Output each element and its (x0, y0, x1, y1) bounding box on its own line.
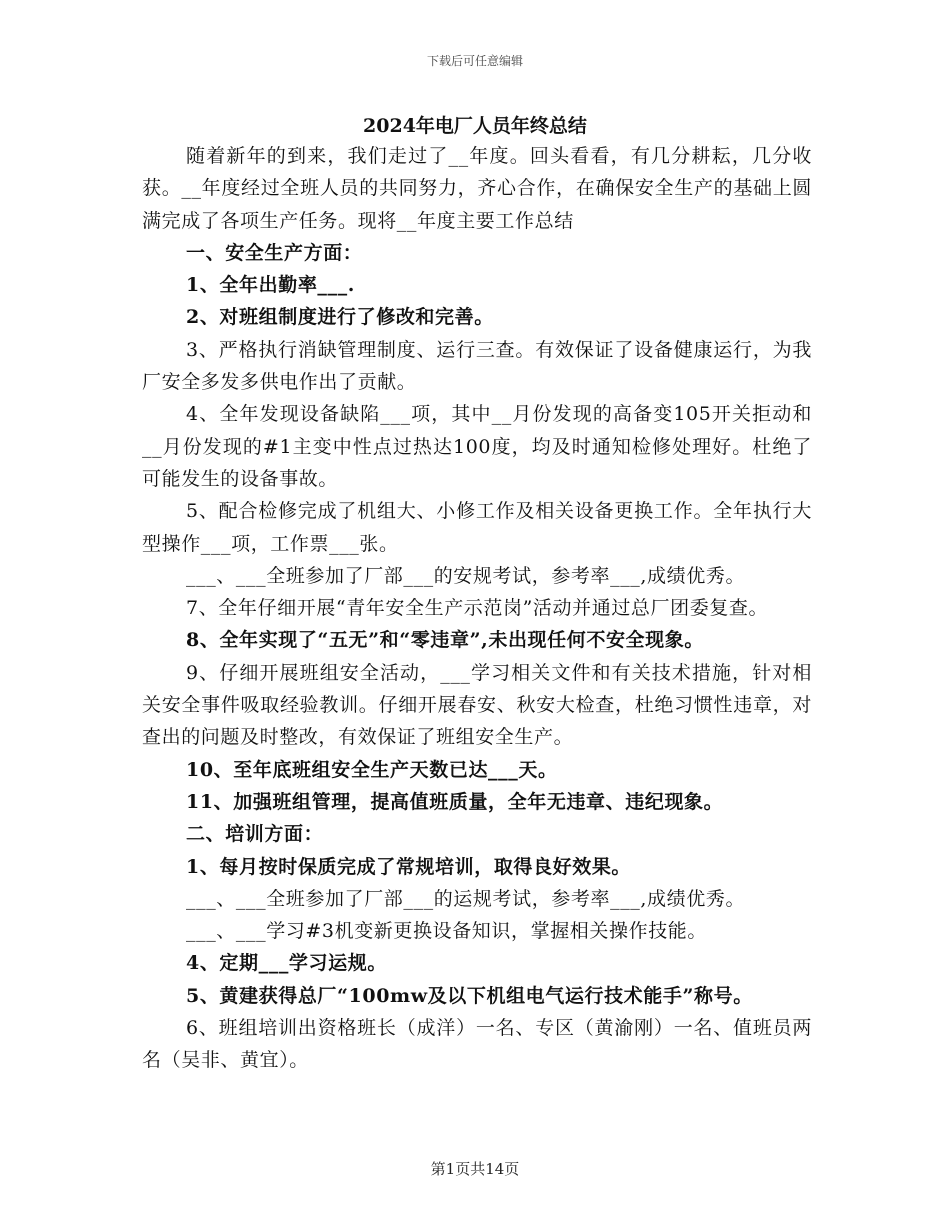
training-item-3: ___、___学习#3机变新更换设备知识，掌握相关操作技能。 (186, 920, 708, 943)
safety-item-4: 4、全年发现设备缺陷___项，其中__月份发现的高备变105开关拒动和__月份发现的#1主变中性点过热达100度，均及时通知检修处理好。杜绝了可能发生的设备事故。 (142, 403, 812, 490)
safety-item-5: 5、配合检修完成了机组大、小修工作及相关设备更换工作。全年执行大型操作___项，工作票___张。 (142, 500, 812, 555)
training-item-4: 4、定期___学习运规。 (186, 952, 387, 975)
safety-item-3: 3、严格执行消缺管理制度、运行三查。有效保证了设备健康运行，为我厂安全多发多供电作出了贡献。 (142, 338, 812, 394)
safety-item-10: 10、至年底班组安全生产天数已达___天。 (186, 758, 558, 781)
safety-item-8: 8、全年实现了“五无”和“零违章”,未出现任何不安全现象。 (186, 629, 704, 652)
intro-paragraph: 随着新年的到来，我们走过了__年度。回头看看，有几分耕耘，几分收获。__年度经过全班人员的共同努力，齐心合作，在确保安全生产的基础上圆满完成了各项生产任务。现将__年度主要工作总结 (142, 145, 812, 232)
training-item-2: ___、___全班参加了厂部___的运规考试，参考率___,成绩优秀。 (186, 887, 746, 910)
safety-item-7: 7、全年仔细开展“青年安全生产示范岗”活动并通过总厂团委复查。 (186, 597, 769, 620)
section-heading-training: 二、培训方面： (186, 823, 324, 846)
safety-item-11: 11、加强班组管理，提高值班质量，全年无违章、违纪现象。 (186, 790, 724, 813)
training-item-5: 5、黄建获得总厂“100mw及以下机组电气运行技术能手”称号。 (186, 984, 753, 1007)
document-title: 2024年电厂人员年终总结 (363, 115, 587, 137)
training-item-1: 1、每月按时保质完成了常规培训，取得良好效果。 (186, 855, 632, 878)
safety-item-1: 1、全年出勤率___. (186, 274, 355, 297)
safety-item-2: 2、对班组制度进行了修改和完善。 (186, 306, 494, 329)
page-header-note: 下载后可任意编辑 (426, 54, 523, 68)
safety-item-9: 9、仔细开展班组安全活动，___学习相关文件和有关技术措施，针对相关安全事件吸取经验教训。仔细开展春安、秋安大检查，杜绝习惯性违章，对查出的问题及时整改，有效保证了班组安全生产。 (142, 661, 812, 749)
page-number: 第1页共14页 (430, 1160, 520, 1178)
section-heading-safety: 一、安全生产方面： (186, 241, 363, 264)
safety-item-6: ___、___全班参加了厂部___的安规考试，参考率___,成绩优秀。 (186, 564, 746, 587)
document-body (142, 140, 812, 1077)
training-item-6: 6、班组培训出资格班长（成洋）一名、专区（黄渝刚）一名、值班员两名（吴非、黄宜）。 (142, 1017, 812, 1072)
